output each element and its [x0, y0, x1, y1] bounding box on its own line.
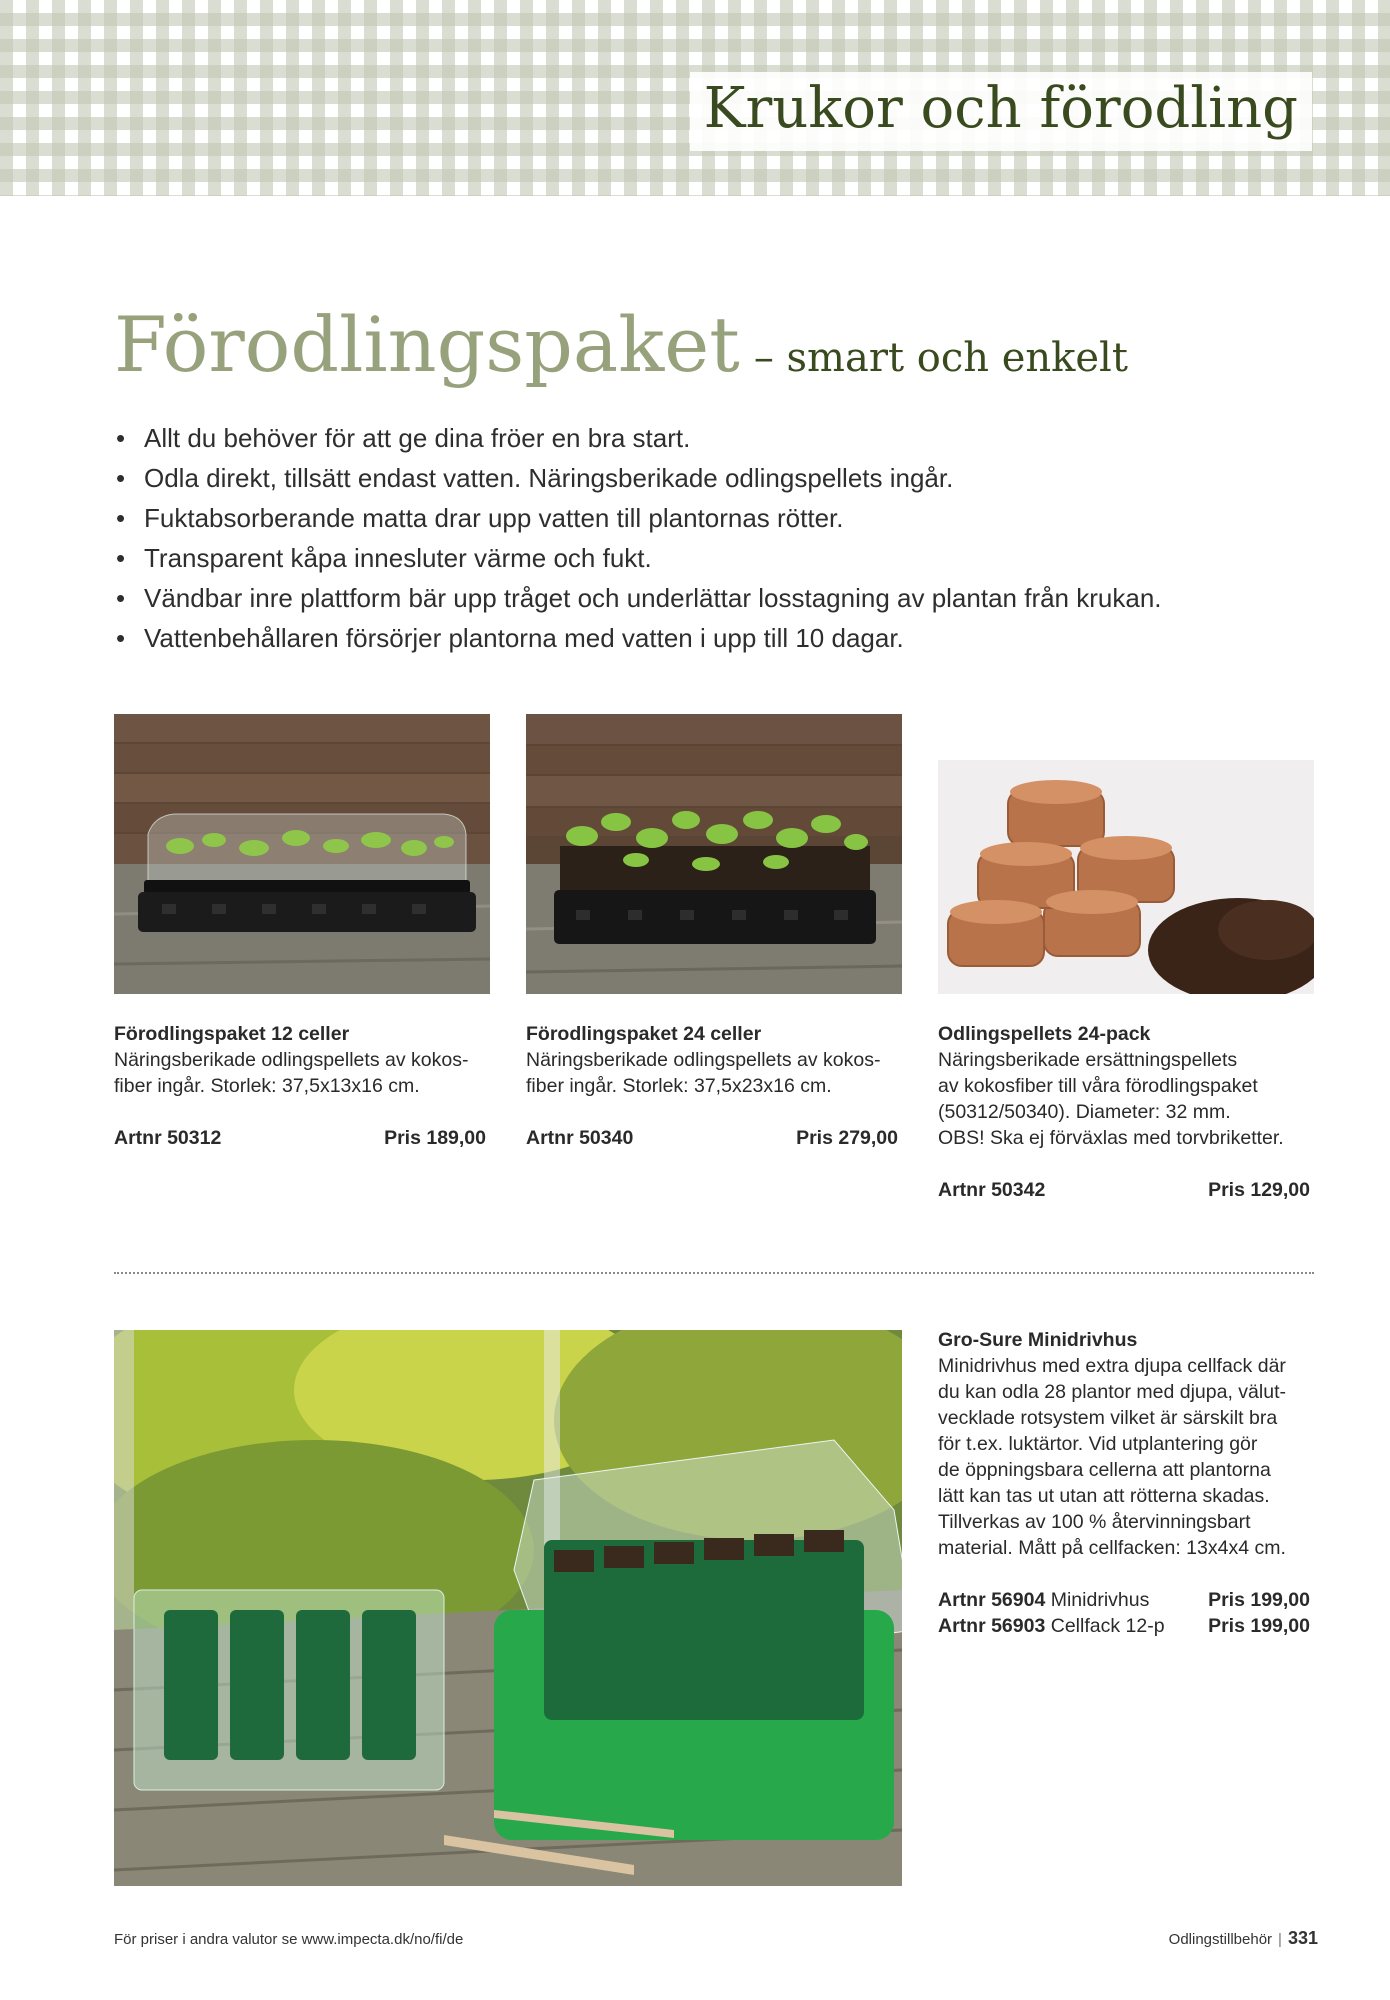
- hero-heading: [114, 300, 1314, 389]
- product-photo-minidrivhus: [114, 1330, 902, 1886]
- bullet-icon: •: [116, 503, 126, 533]
- product-card-24-cell: [526, 1021, 898, 1151]
- feature-item: • Transparent kåpa innesluter värme och fukt.: [114, 538, 1294, 578]
- section-title: Krukor och förodling: [690, 72, 1312, 151]
- product-price: Pris 189,00: [384, 1127, 486, 1149]
- product-artnr: Artnr 56904: [938, 1589, 1046, 1611]
- product-price-line: [526, 1125, 898, 1151]
- feature-item: • Vattenbehållaren försörjer plantorna med vatten i upp till 10 dagar.: [114, 618, 1294, 658]
- price-row: [938, 1613, 1310, 1639]
- feature-list: [114, 418, 1294, 658]
- product-photo-pellets: [938, 760, 1314, 994]
- product-price: Pris 129,00: [1208, 1179, 1310, 1201]
- product-photo-24-cell: [526, 714, 902, 994]
- bullet-icon: •: [116, 543, 126, 573]
- product-description: Näringsberikade odlingspellets av kokos- fiber ingår. Storlek: 37,5x23x16 cm.: [526, 1049, 881, 1097]
- product-card-minidrivhus: [938, 1327, 1310, 1639]
- product-artnr: Artnr 56903: [938, 1615, 1046, 1637]
- section-divider: [114, 1272, 1314, 1274]
- product-name: Odlingspellets 24-pack: [938, 1023, 1151, 1045]
- feature-item: • Odla direkt, tillsätt endast vatten. Näringsberikade odlingspellets ingår.: [114, 458, 1294, 498]
- product-description: Näringsberikade odlingspellets av kokos- fiber ingår. Storlek: 37,5x13x16 cm.: [114, 1049, 469, 1097]
- footer-currency-note: För priser i andra valutor se www.impecta.dk/no/fi/de: [114, 1931, 464, 1948]
- product-artnr: Artnr 50340: [526, 1127, 634, 1149]
- product-name: Gro-Sure Minidrivhus: [938, 1329, 1138, 1351]
- product-description: Näringsberikade ersättningspellets av kokosfiber till våra förodlingspaket (50312/50340). Diameter: 32 mm. OBS! Ska ej förväxlas med torvbriketter.: [938, 1049, 1284, 1149]
- product-price: Pris 279,00: [796, 1127, 898, 1149]
- bullet-icon: •: [116, 423, 126, 453]
- hero-title: Förodlingspaket: [114, 300, 740, 389]
- product-photo-12-cell: [114, 714, 490, 994]
- feature-item: • Vändbar inre plattform bär upp tråget och underlättar losstagning av plantan från krukan.: [114, 578, 1294, 618]
- bullet-icon: •: [116, 623, 126, 653]
- footer-category: Odlingstillbehör: [1168, 1931, 1273, 1948]
- product-price: Pris 199,00: [1208, 1615, 1310, 1637]
- footer-page-info: [1169, 1928, 1318, 1949]
- product-card-pellets: [938, 1021, 1310, 1203]
- product-name: Förodlingspaket 12 celler: [114, 1023, 350, 1045]
- product-name: Förodlingspaket 24 celler: [526, 1023, 762, 1045]
- hero-subtitle: – smart och enkelt: [753, 335, 1128, 381]
- product-price-line: [114, 1125, 486, 1151]
- feature-item: • Fuktabsorberande matta drar upp vatten till plantornas rötter.: [114, 498, 1294, 538]
- price-row: [938, 1587, 1310, 1613]
- product-price-line: [938, 1177, 1310, 1203]
- product-card-12-cell: [114, 1021, 486, 1151]
- variant-label: Cellfack 12-p: [1050, 1615, 1165, 1637]
- product-artnr: Artnr 50342: [938, 1179, 1046, 1201]
- product-artnr: Artnr 50312: [114, 1127, 222, 1149]
- feature-item: • Allt du behöver för att ge dina fröer en bra start.: [114, 418, 1294, 458]
- product-price: Pris 199,00: [1208, 1589, 1310, 1611]
- variant-label: Minidrivhus: [1050, 1589, 1150, 1611]
- bullet-icon: •: [116, 583, 126, 613]
- page-number: 331: [1287, 1928, 1318, 1948]
- product-description: Minidrivhus med extra djupa cellfack där du kan odla 28 plantor med djupa, välut- vecklade rotsystem vilket är särskilt bra för t.ex. luktärtor. Vid utplantering gör de öppningsbara cellerna att plantorna lätt kan tas ut utan att rötterna skadas. Tillverkas av 100 % återvinningsbart material. Mått på cellfacken: 13x4x4 cm.: [938, 1355, 1286, 1559]
- bullet-icon: •: [116, 463, 126, 493]
- footer-separator: |: [1278, 1931, 1282, 1948]
- price-rows: [938, 1587, 1310, 1639]
